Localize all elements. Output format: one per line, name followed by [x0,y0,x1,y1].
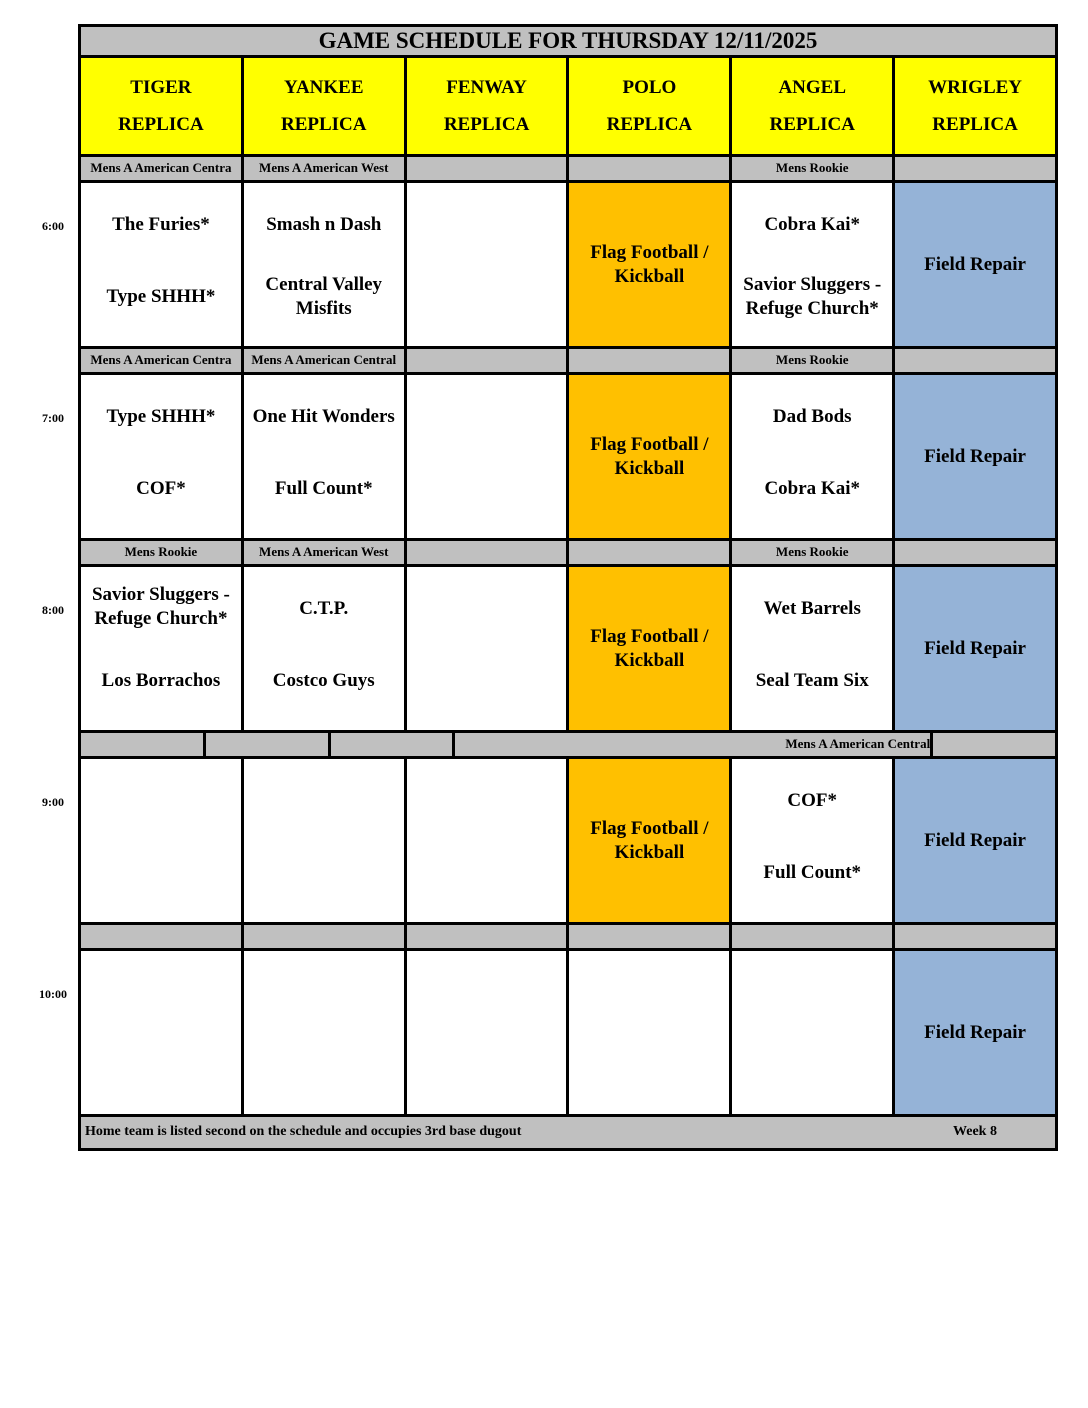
division-label [569,541,732,564]
home-team: Cobra Kai* [764,478,860,499]
game-cell [81,759,244,922]
game-cell [244,375,407,538]
game-cell [732,567,895,730]
division-label: Mens A American Central [455,733,933,756]
home-team: Type SHHH* [106,286,216,307]
game-cell [407,567,570,730]
time-label: 7:00 [42,411,64,425]
home-team: Seal Team Six [755,670,869,691]
game-cell [732,375,895,538]
home-team: Costco Guys [272,670,375,691]
game-cell [732,951,895,1114]
away-team: One Hit Wonders [252,406,395,427]
away-team: C.T.P. [299,598,349,619]
field-name: FENWAY [446,77,527,98]
flag-football-block [569,375,732,538]
division-label [206,733,331,756]
division-label: Mens Rookie [732,349,895,372]
flag-football-block [569,759,732,922]
field-sub: REPLICA [443,114,530,135]
field-sub: REPLICA [118,114,204,135]
division-label [331,733,456,756]
field-repair-block [895,183,1058,346]
game-row [42,759,1058,925]
away-team: Type SHHH* [106,406,216,427]
schedule-sheet [39,24,1058,1151]
time-label: 9:00 [42,795,64,809]
division-row [78,925,1058,951]
field-header-row [78,58,1058,157]
field-header-polo [569,58,732,154]
block-note: Flag Football / Kickball [590,817,709,863]
division-label [895,541,1058,564]
division-label [569,157,732,180]
away-team: The Furies* [112,214,210,235]
game-cell [569,951,732,1114]
division-label: Mens A American Centra [81,157,244,180]
away-team: Wet Barrels [763,598,861,619]
game-cell [244,183,407,346]
field-header-yankee [244,58,407,154]
division-label: Mens A American West [244,541,407,564]
division-label [895,349,1058,372]
field-header-fenway [407,58,570,154]
away-team: Smash n Dash [266,214,382,235]
game-cell [407,183,570,346]
field-repair-block [895,759,1058,922]
week-label: Week 8 [953,1124,997,1139]
away-team: Savior Sluggers - Refuge Church* [91,584,230,629]
game-cell [244,951,407,1114]
game-cell [81,567,244,730]
division-label [81,733,206,756]
field-header-tiger [81,58,244,154]
division-label [407,925,570,948]
division-label [81,925,244,948]
division-label: Mens A American Centra [81,349,244,372]
home-team: Savior Sluggers - Refuge Church* [743,274,882,319]
division-label [407,349,570,372]
game-row [39,951,1058,1117]
game-cell [81,951,244,1114]
division-label: Mens Rookie [81,541,244,564]
division-label [732,925,895,948]
division-label [407,541,570,564]
block-note: Flag Football / Kickball [590,625,709,671]
field-name: POLO [622,77,677,98]
field-header-angel [732,58,895,154]
field-sub: REPLICA [932,114,1018,135]
division-label [895,157,1058,180]
field-header-wrigley [895,58,1058,154]
home-team: Full Count* [763,862,862,883]
game-cell [244,759,407,922]
flag-football-block [569,183,732,346]
home-team: Central Valley Misfits [265,274,383,319]
home-team: Los Borrachos [101,670,221,691]
division-label: Mens Rookie [732,541,895,564]
division-row [78,349,1058,375]
division-label [569,349,732,372]
game-cell [81,375,244,538]
block-note: Field Repair [924,829,1026,851]
block-note: Flag Football / Kickball [590,241,709,287]
game-cell [407,951,570,1114]
time-label: 10:00 [39,987,67,1001]
field-sub: REPLICA [769,114,855,135]
home-team: Full Count* [274,478,373,499]
division-label [569,925,732,948]
division-label: Mens A American Central [244,349,407,372]
time-label: 6:00 [42,219,64,233]
field-name: YANKEE [283,77,364,98]
away-team: Cobra Kai* [764,214,860,235]
away-team: Dad Bods [772,406,852,427]
field-name: ANGEL [778,77,847,98]
block-note: Field Repair [924,1021,1026,1043]
division-label [407,157,570,180]
flag-football-block [569,567,732,730]
block-note: Field Repair [924,637,1026,659]
time-label: 8:00 [42,603,64,617]
game-cell [732,759,895,922]
home-team: COF* [136,478,186,499]
away-team: COF* [787,790,838,811]
block-note: Field Repair [924,253,1026,275]
field-repair-block [895,951,1058,1114]
block-note: Flag Football / Kickball [590,433,709,479]
game-cell [732,183,895,346]
division-row [78,733,1058,759]
footer-note: Home team is listed second on the schedule and occupies 3rd base dugout [85,1124,522,1139]
game-cell [244,567,407,730]
game-cell [407,375,570,538]
game-cell [407,759,570,922]
field-name: WRIGLEY [928,77,1023,98]
field-sub: REPLICA [606,114,693,135]
division-row [78,157,1058,183]
game-cell [81,183,244,346]
division-label [244,925,407,948]
division-row [78,541,1058,567]
division-label: Mens A American West [244,157,407,180]
field-repair-block [895,567,1058,730]
division-label: Mens Rookie [732,157,895,180]
schedule-title: GAME SCHEDULE FOR THURSDAY 12/11/2025 [78,24,1058,58]
game-row [42,183,1058,349]
field-name: TIGER [130,77,192,98]
block-note: Field Repair [924,445,1026,467]
field-sub: REPLICA [280,114,367,135]
game-row [42,567,1058,733]
schedule-footer [78,1117,1058,1151]
field-repair-block [895,375,1058,538]
division-label [933,733,1058,756]
game-row [42,375,1058,541]
division-label [895,925,1058,948]
